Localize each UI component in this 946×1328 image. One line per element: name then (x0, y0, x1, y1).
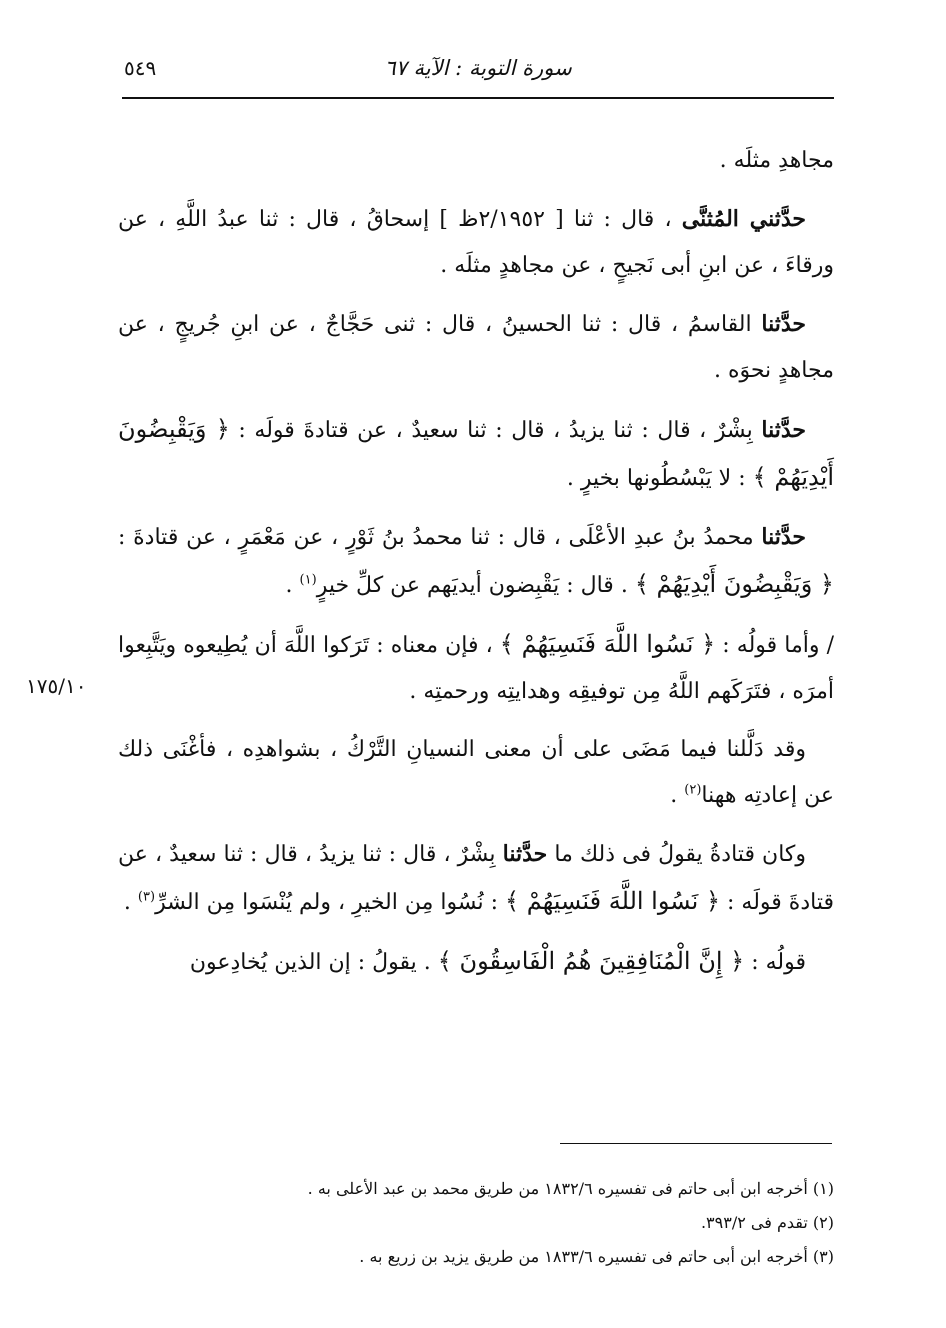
header-rule (122, 97, 834, 99)
narration-lead: حدَّثنا (761, 524, 806, 550)
paragraph-2 (118, 196, 834, 289)
footnote-2: (٢) تقدم فى ٣٩٣/٢. (700, 1213, 834, 1232)
paragraph-text: القاسمُ ، قال : ثنا الحسينُ ، قال : ثنى حَجَّاجٌ ، عن ابنِ جُريجٍ ، عن مجاهدٍ نحوَه . (118, 312, 834, 383)
footnote-reference-3[interactable]: (٣) (137, 889, 156, 905)
margin-volume-reference: ١٧٥/١٠ (26, 674, 87, 698)
paragraph-6 (118, 621, 834, 715)
quran-quote: ﴿ وَيَقْبِضُونَ أَيْدِيَهُمْ ﴾ (634, 570, 834, 598)
paragraph-text: : نُسُوا مِن الخيرِ ، ولم يُنْسَوا مِن الشرِّ (155, 890, 499, 915)
paragraph-text: بِشْرٌ ، قال : ثنا يزيدُ ، قال : ثنا سعيدٌ ، عن قتادةَ قولَه : (118, 842, 834, 915)
paragraph-5 (118, 514, 834, 609)
paragraph-text: وقد دَلَّلنا فيما مَضَى على أن معنى النسيانِ التَّرْكُ ، بشواهدِه ، فأغْنَى ذلك عن إعادتِه ههنا (118, 737, 834, 808)
footnotes (200, 1172, 834, 1274)
paragraph-7 (118, 727, 834, 819)
narration-lead: حدَّثني المُثنَّى (681, 206, 806, 232)
narration-lead: حدَّثنا (502, 841, 548, 867)
paragraph-text: . قال : يَقْبِضون أيديَهم عن كلِّ خيرٍ (316, 573, 628, 598)
quran-quote: ﴿ إِنَّ الْمُنَافِقِينَ هُمُ الْفَاسِقُونَ ﴾ (437, 947, 745, 975)
footnote-reference-2[interactable]: (٢) (684, 782, 702, 798)
paragraph-text: محمدُ بنُ عبدِ الأعْلَى ، قال : ثنا محمدُ بنُ ثَوْرٍ ، عن مَعْمَرٍ ، عن قتادةَ : (118, 525, 754, 550)
paragraph-text: ، فإن معناه : تَرَكوا اللَّهَ أن يُطِيعوه ويَتَّبِعوا أمرَه ، فتَرَكَهم اللَّهُ مِن توفيقِه وهدايتِه ورحمتِه . (118, 633, 834, 704)
paragraph-text: مجاهدِ مثلَه . (719, 148, 834, 173)
paragraph-4 (118, 406, 834, 502)
paragraph-text: : لا يَبْسُطُونها بخيرٍ . (566, 466, 746, 491)
running-title: سورة التوبة : الآية ٦٧ (384, 56, 572, 80)
paragraph-text: . (285, 573, 293, 598)
paragraph-text: . (670, 783, 678, 808)
footnote-reference-1[interactable]: (١) (299, 572, 317, 588)
paragraph-text: بِشْرٌ ، قال : ثنا يزيدُ ، قال : ثنا سعيدٌ ، عن قتادةَ قولَه : (238, 418, 753, 443)
paragraph-text: / وأما قولُه : (722, 633, 834, 658)
narration-lead: حدَّثنا (761, 311, 806, 337)
paragraph-text: . يقولُ : إن الذين يُخادِعون (189, 950, 431, 975)
paragraph-text: قولُه : (751, 950, 806, 975)
paragraph-9 (118, 938, 834, 986)
paragraph-text: وكان قتادةُ يقولُ فى ذلك ما (554, 842, 807, 867)
page-number: ٥٤٩ (124, 56, 157, 80)
quran-quote: ﴿ نَسُوا اللَّهَ فَنَسِيَهُمْ ﴾ (499, 630, 716, 658)
narration-lead: حدَّثنا (761, 417, 807, 443)
paragraph-1 (118, 138, 834, 184)
quran-quote: ﴿ نَسُوا اللَّهَ فَنَسِيَهُمْ ﴾ (505, 887, 721, 915)
quran-quote: ﴿ وَيَقْبِضُونَ أَيْدِيَهُمْ ﴾ (118, 415, 834, 491)
main-text (118, 138, 834, 998)
paragraph-text: ، قال : ثنا [ ٢/١٩٥٢ظ ] إسحاقُ ، قال : ثنا عبدُ اللَّهِ ، عن ورقاءَ ، عن ابنِ أبى نَجيحٍ ، عن مجاهدٍ مثلَه . (118, 207, 834, 278)
paragraph-3 (118, 301, 834, 394)
footnote-3: (٣) أخرجه ابن أبى حاتم فى تفسيره ١٨٣٣/٦ من طريق يزيد بن زريع به . (359, 1247, 834, 1266)
paragraph-8 (118, 831, 834, 926)
footnote-separator (560, 1143, 832, 1144)
page-header (122, 52, 834, 92)
footnote-1: (١) أخرجه ابن أبى حاتم فى تفسيره ١٨٣٢/٦ من طريق محمد بن عبد الأعلى به . (307, 1179, 834, 1198)
paragraph-text: . (123, 890, 131, 915)
